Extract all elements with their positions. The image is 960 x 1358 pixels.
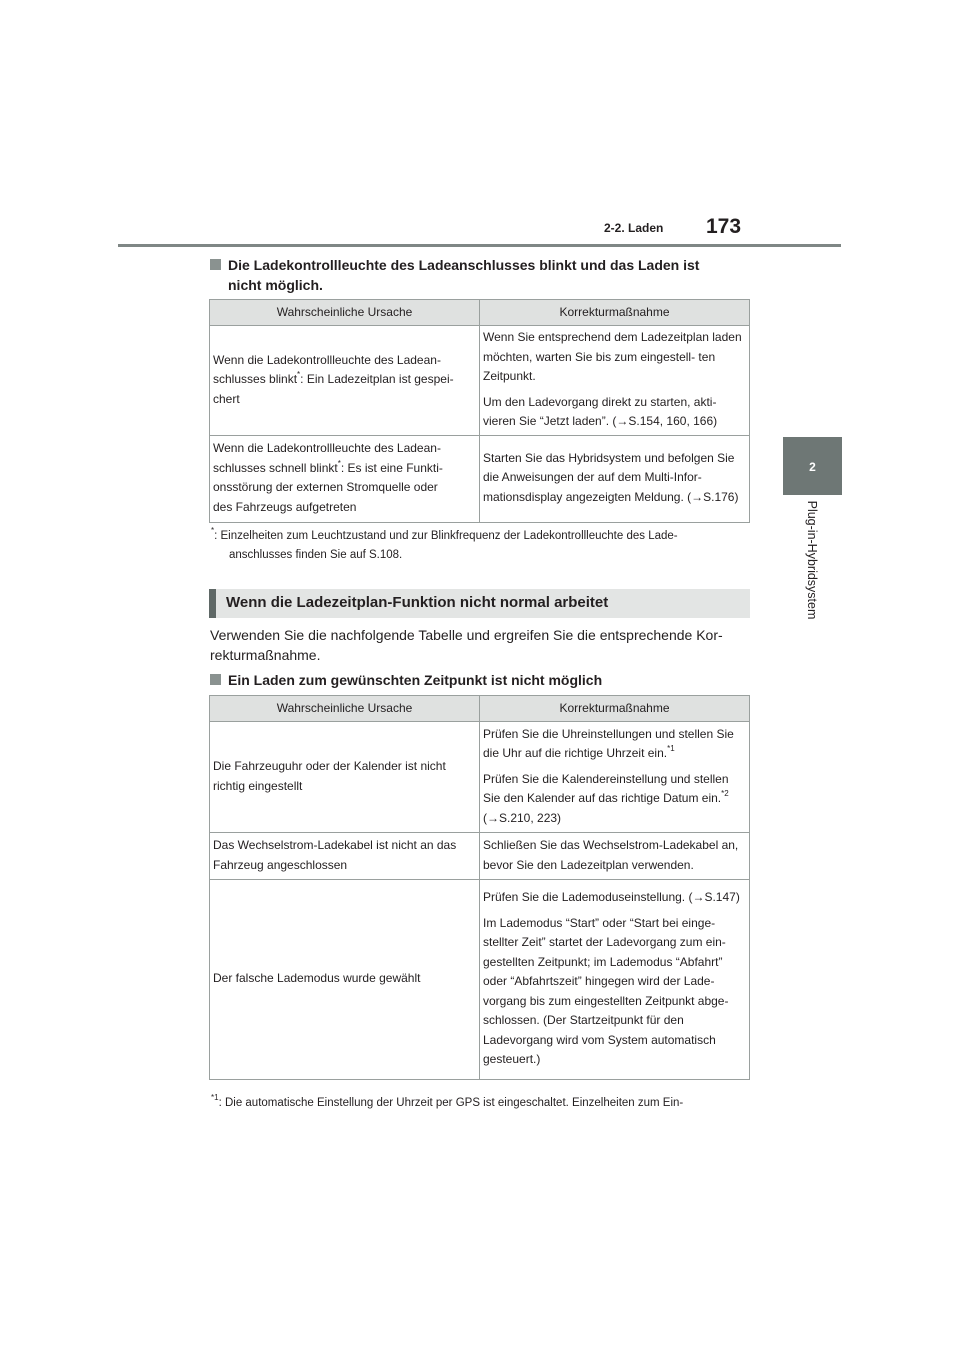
column-header-remedy: Korrekturmaßnahme bbox=[480, 300, 750, 326]
cause-text: : Es ist eine Funkti- bbox=[340, 460, 443, 475]
footnote-marker: * bbox=[297, 370, 301, 379]
chapter-title: Plug-in-Hybridsystem bbox=[805, 500, 819, 620]
column-header-cause: Wahrscheinliche Ursache bbox=[210, 696, 480, 722]
remedy-text: Im Lademodus “Start” oder “Start bei einge- stellter Zeit” startet der Ladevorgang zum ein- gestellten Zeitpunkt; im Lademodus “Abfahrt” oder “Abfahrtszeit” hingegen wird der Lade- vorgang bis zum eingestellten Zeitpunkt abge- schlossen. (Der Startzeitpunkt für den Ladevorgang wird vom System automatisch gesteuert.) bbox=[483, 915, 729, 1067]
cause-text: Wenn die Ladekontrollleuchte des Ladean- bbox=[213, 352, 441, 367]
cause-cell: Die Fahrzeuguhr oder der Kalender ist nicht richtig eingestellt bbox=[210, 722, 480, 833]
remedy-text: Um den Ladevorgang direkt zu starten, akti- vieren Sie “Jetzt laden”. (→S.154, 160, 166) bbox=[483, 394, 718, 428]
footnote-text: anschlusses finden Sie auf S.108. bbox=[229, 549, 403, 561]
remedy-text: Wenn Sie entsprechend dem Ladezeitplan laden möchten, warten Sie bis zum eingestell- ten Zeitpunkt. bbox=[483, 330, 742, 383]
remedy-text bbox=[483, 770, 746, 829]
chapter-tab: 2 bbox=[783, 437, 842, 495]
footnote-text: : Einzelheiten zum Leuchtzustand und zur Blinkfrequenz der Ladekontrollleuchte des Lade- bbox=[214, 530, 678, 542]
cause-cell: Der falsche Lademodus wurde gewählt bbox=[210, 880, 480, 1080]
table-row bbox=[210, 326, 750, 436]
cause-text: Wenn die Ladekontrollleuchte des Ladean- bbox=[213, 441, 441, 455]
table-header-row bbox=[210, 300, 750, 326]
table-row bbox=[210, 435, 750, 522]
cause-text: des Fahrzeugs aufgetreten bbox=[213, 499, 357, 514]
subheading-line1: Die Ladekontrollleuchte des Ladeanschlusses blinkt und das Laden ist bbox=[228, 257, 700, 273]
table-charging-light bbox=[209, 299, 750, 523]
column-header-cause: Wahrscheinliche Ursache bbox=[210, 300, 480, 326]
intro-line: Verwenden Sie die nachfolgende Tabelle und ergreifen Sie die entsprechende Kor- bbox=[210, 627, 723, 643]
remedy-text-part: (→S.210, 223) bbox=[483, 810, 562, 825]
table-row bbox=[210, 880, 750, 1080]
footnote-text: : Die automatische Einstellung der Uhrzeit per GPS ist eingeschaltet. Einzelheiten zum Ein- bbox=[218, 1097, 684, 1109]
remedy-cell bbox=[480, 722, 750, 833]
cause-text: chert bbox=[213, 391, 240, 406]
section-heading bbox=[209, 589, 750, 618]
subheading-line1: Ein Laden zum gewünschten Zeitpunkt ist nicht möglich bbox=[228, 672, 603, 688]
subheading-charging-light bbox=[210, 255, 699, 295]
column-header-remedy: Korrekturmaßnahme bbox=[480, 696, 750, 722]
intro-paragraph bbox=[210, 625, 755, 665]
table-row bbox=[210, 722, 750, 833]
footnote-marker: * bbox=[211, 526, 215, 535]
remedy-text-part: Prüfen Sie die Uhreinstellungen und stellen Sie die Uhr auf die richtige Uhrzeit ein. bbox=[483, 726, 734, 761]
remedy-cell bbox=[480, 435, 750, 522]
cause-text: schlusses blinkt bbox=[213, 372, 298, 386]
square-bullet-icon bbox=[210, 674, 221, 685]
footnote-marker: *2 bbox=[721, 789, 729, 799]
subheading-schedule bbox=[210, 670, 602, 690]
table-row bbox=[210, 833, 750, 880]
cause-cell bbox=[210, 435, 480, 522]
remedy-cell: Schließen Sie das Wechselstrom-Ladekabel an, bevor Sie den Ladezeitplan verwenden. bbox=[480, 833, 750, 880]
footnote-marker: *1 bbox=[667, 744, 675, 754]
remedy-text: Prüfen Sie die Lademoduseinstellung. (→S.147) bbox=[483, 890, 740, 905]
square-bullet-icon bbox=[210, 259, 221, 270]
section-accent bbox=[209, 589, 216, 618]
intro-line: rekturmaßnahme. bbox=[210, 647, 321, 663]
cause-text: schlusses schnell blinkt bbox=[213, 460, 338, 475]
remedy-cell bbox=[480, 880, 750, 1080]
section-title: Wenn die Ladezeitplan-Funktion nicht normal arbeitet bbox=[226, 594, 609, 611]
cause-cell: Das Wechselstrom-Ladekabel ist nicht an das Fahrzeug angeschlossen bbox=[210, 833, 480, 880]
table-schedule bbox=[209, 695, 750, 1080]
section-label: 2-2. Laden bbox=[604, 221, 664, 235]
remedy-text bbox=[483, 725, 746, 764]
remedy-text: Starten Sie das Hybridsystem und befolgen Sie die Anweisungen der auf dem Multi-Infor- mationsdisplay angezeigten Meldung. (→S.176) bbox=[483, 450, 739, 504]
footnote bbox=[211, 1094, 683, 1113]
remedy-cell bbox=[480, 326, 750, 436]
page-number: 173 bbox=[706, 215, 742, 238]
footnote-marker: *1 bbox=[211, 1093, 219, 1102]
footnote bbox=[211, 527, 678, 565]
cause-text: : Ein Ladezeitplan ist gespei- bbox=[300, 372, 454, 386]
table-header-row bbox=[210, 696, 750, 722]
subheading-line2: nicht möglich. bbox=[228, 277, 323, 293]
remedy-text-part: Prüfen Sie die Kalendereinstellung und stellen Sie den Kalender auf das richtige Datum ein. bbox=[483, 771, 729, 806]
cause-text: onsstörung der externen Stromquelle oder bbox=[213, 480, 438, 494]
footnote-marker: * bbox=[337, 458, 341, 468]
header-rule bbox=[118, 244, 841, 247]
cause-cell bbox=[210, 326, 480, 436]
